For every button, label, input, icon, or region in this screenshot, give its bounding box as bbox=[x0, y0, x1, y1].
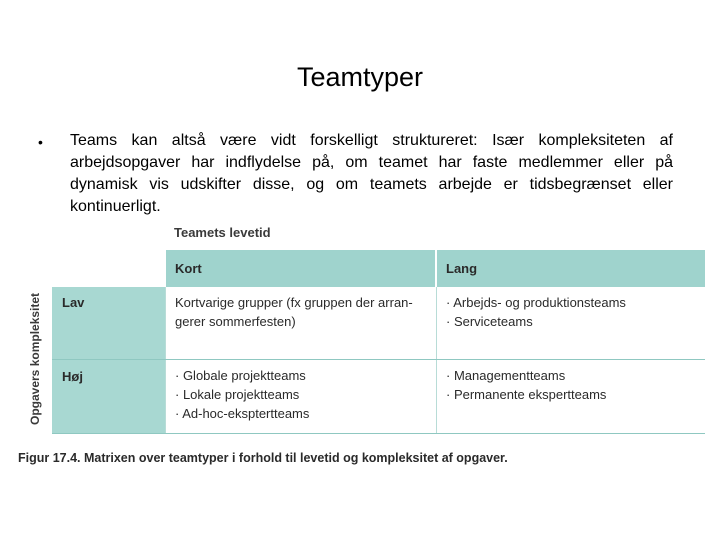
cell-line: · Serviceteams bbox=[446, 314, 533, 329]
figure-caption: Figur 17.4. Matrixen over teamtyper i forhold til levetid og kompleksitet af opgaver. bbox=[18, 451, 508, 465]
cell-line: · Globale projektteams bbox=[175, 368, 306, 383]
slide-title: Teamtyper bbox=[296, 62, 424, 92]
row-header-lav: Lav bbox=[62, 295, 85, 310]
cell-line: · Permanente ekspertteams bbox=[446, 387, 607, 402]
separator-vertical-body bbox=[165, 287, 166, 433]
cell-line: gerer sommerfesten) bbox=[175, 314, 296, 329]
cell-line: · Lokale projektteams bbox=[175, 387, 300, 402]
bullet-marker: • bbox=[38, 134, 43, 150]
cell-line: · Arbejds- og produktionsteams bbox=[446, 295, 626, 310]
axis-label-top: Teamets levetid bbox=[174, 225, 271, 240]
col-header-kort: Kort bbox=[175, 261, 202, 276]
separator-vertical-header-mid bbox=[435, 250, 437, 287]
row-header-hoj: Høj bbox=[62, 369, 83, 384]
cell-line: · Managementteams bbox=[446, 368, 566, 383]
col-header-lang: Lang bbox=[446, 261, 478, 276]
separator-horizontal-bottom bbox=[52, 433, 705, 434]
cell-line: · Ad-hoc-eksptertteams bbox=[175, 406, 310, 421]
separator-horizontal-mid bbox=[52, 359, 705, 360]
cell-line: Kortvarige grupper (fx gruppen der arran- bbox=[175, 295, 413, 310]
axis-label-side: Opgavers kompleksitet bbox=[28, 292, 42, 425]
separator-vertical-header bbox=[164, 250, 166, 287]
bullet-text: Teams kan altså være vidt forskelligt struktureret: Især kompleksiteten af arbejdsopgaver har indflydelse på, om teamet har faste medlemmer eller på dynamisk vis udskifter disse, og om teamets arbejde er tidsbegrænset eller kontinuerligt. bbox=[70, 132, 673, 215]
separator-vertical-body-mid bbox=[436, 287, 437, 433]
